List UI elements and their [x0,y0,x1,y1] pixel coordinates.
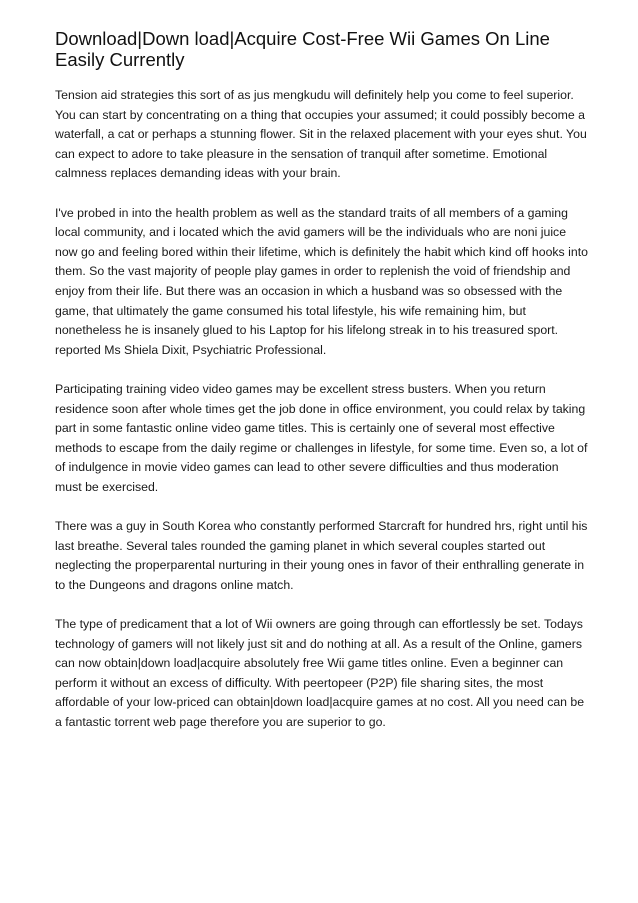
paragraph-2: I've probed in into the health problem as well as the standard traits of all members of a gaming local community, and i located which the avid gamers will be the individuals who are noni juice now go and feeling bored within their lifetime, which is definitely the habit which kind off hooks into them. So the vast majority of people play games in order to replenish the void of friendship and enjoy from their life. But there was an occasion in which a husband was so obsessed with the game, that ultimately the game consumed his total lifestyle, his wife remaining him, but nonetheless he is insanely glued to his Laptop for his lifelong streak in to his treasured sport. reported Ms Shiela Dixit, Psychiatric Professional. [55,205,588,357]
paragraph-4: There was a guy in South Korea who constantly performed Starcraft for hundred hrs, right until his last breathe. Several tales rounded the gaming planet in which several couples started out neglecting the properparental nurturing in their young ones in favor of their enthralling generate in to the Dungeons and dragons online match. [55,519,588,592]
document-title: Download|Down load|Acquire Cost-Free Wii Games On Line Easily Currently [55,28,550,70]
paragraph-3: Participating training video video games may be excellent stress busters. When you return residence soon after whole times get the job done in office environment, you could relax by taking part in some fantastic online video game titles. This is certainly one of several most effective methods to escape from the daily regime or challenges in lifestyle, for some time. Even so, a lot of of indulgence in movie video games can lead to other severe difficulties and thus moderation must be exercised. [55,381,588,494]
paragraph-1: Tension aid strategies this sort of as jus mengkudu will definitely help you come to feel superior. You can start by concentrating on a thing that occupies your assumed; it could possibly become a waterfall, a cat or perhaps a stunning flower. Sit in the relaxed placement with your eyes shut. You can expect to adore to take pleasure in the sensation of tranquil after sometime. Emotional calmness replaces demanding ideas with your brain. [55,88,587,181]
paragraph-5: The type of predicament that a lot of Wii owners are going through can effortlessly be set. Todays technology of gamers will not likely just sit and do nothing at all. As a result of the Online, gamers can now obtain|down load|acquire absolutely free Wii game titles online. Even a beginner can perform it without an excess of difficulty. With peertopeer (P2P) file sharing sites, the most affordable of your low-priced can obtain|down load|acquire games at no cost. All you need can be a fantastic torrent web page therefore you are superior to go. [55,617,585,729]
